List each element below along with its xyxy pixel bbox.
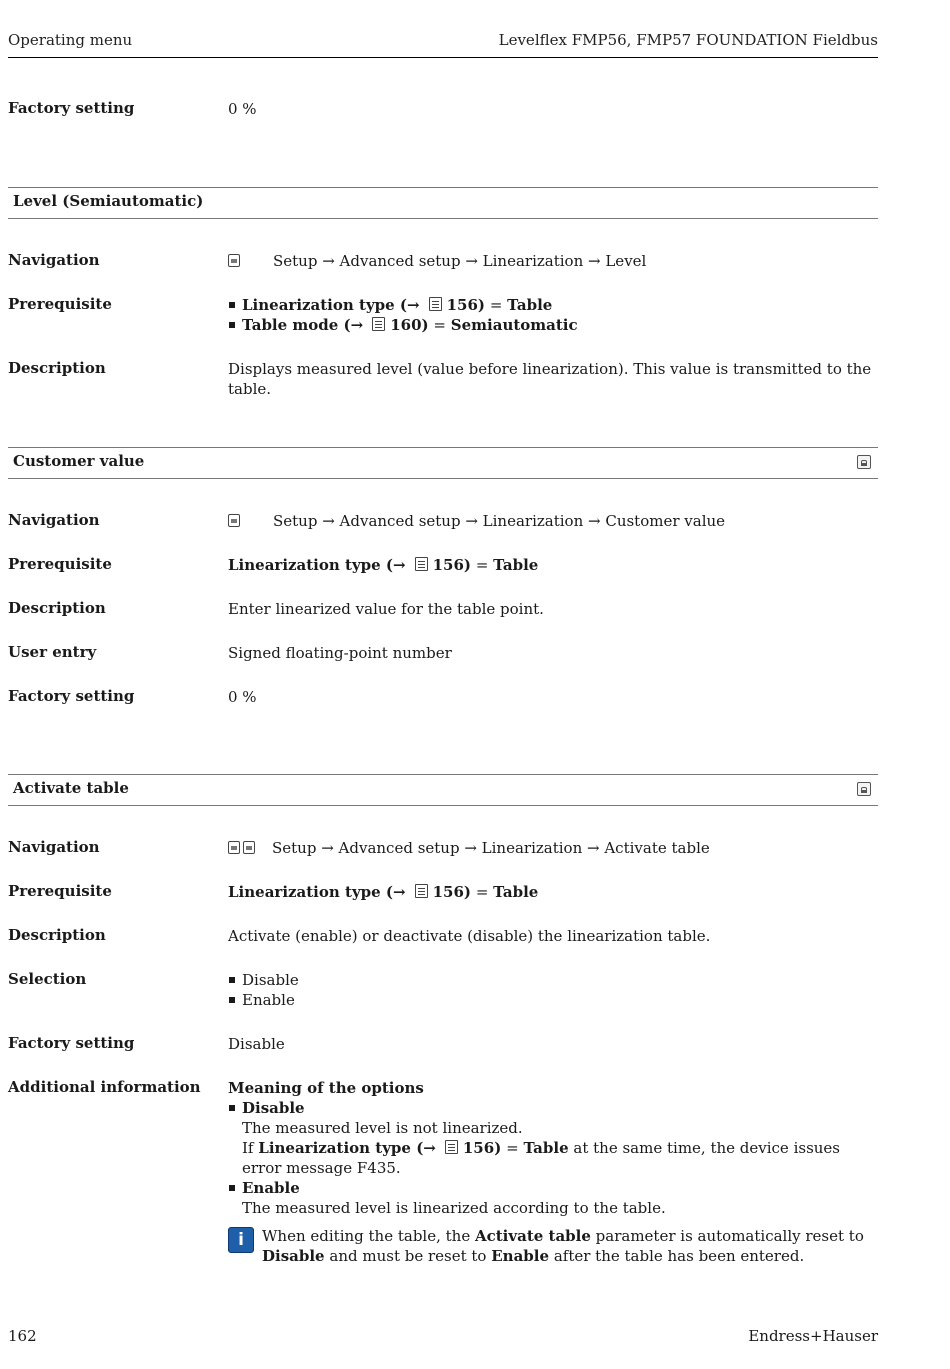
parameter-name: Linearization type <box>228 883 381 901</box>
running-header-right: Levelflex FMP56, FMP57 FOUNDATION Fieldbus <box>498 31 878 49</box>
list-item: Table mode (→ 160) = Semiautomatic <box>228 315 878 335</box>
navigation-path <box>228 251 878 271</box>
equals-sign: = <box>475 556 489 574</box>
prerequisite-text: Linearization type (→ 156) = Table <box>228 556 539 574</box>
factory-setting-label: Factory setting <box>8 99 135 117</box>
factory-setting-label: Factory setting <box>8 1034 135 1052</box>
display-module-icon <box>228 254 240 267</box>
option-description: The measured level is not linearized. <box>242 1119 523 1137</box>
parameter-value: Semiautomatic <box>450 316 578 334</box>
equals-sign: = <box>433 316 446 334</box>
page-number: 156 <box>432 556 464 574</box>
page-reference-icon <box>372 317 385 331</box>
page-number: 162 <box>8 1327 37 1345</box>
option-name: Enable <box>491 1247 550 1265</box>
info-icon: i <box>228 1227 254 1253</box>
factory-setting-label: Factory setting <box>8 687 135 705</box>
description-text: Displays measured level (value before linearization). This value is transmitted to the table. <box>228 360 872 398</box>
option-name: Enable <box>242 1179 300 1197</box>
list-item <box>228 1178 878 1198</box>
arrow: → <box>407 296 420 314</box>
prerequisite-list <box>228 295 878 335</box>
page-reference-icon <box>415 884 428 898</box>
description-text: Enter linearized value for the table point. <box>228 600 544 618</box>
section-header-level <box>8 187 878 219</box>
text: at the same time, the device issues error message F435. <box>242 1139 841 1177</box>
write-protection-lock-icon <box>857 782 871 796</box>
list-item: Disable <box>228 970 878 990</box>
menu-path: Setup → Advanced setup → Linearization → Customer value <box>273 512 726 530</box>
additional-information-label: Additional information <box>8 1078 201 1096</box>
list-item: Enable <box>228 990 878 1010</box>
text: after the table has been entered. <box>553 1247 805 1265</box>
parameter-value: Table <box>493 883 539 901</box>
menu-path: Setup → Advanced setup → Linearization → Activate table <box>272 839 710 857</box>
equals-sign: = <box>489 296 503 314</box>
navigation-path <box>228 838 878 858</box>
page-number: 160 <box>390 316 422 334</box>
factory-setting-value: 0 % <box>228 100 257 118</box>
parameter-value: Table <box>523 1139 569 1157</box>
prerequisite-label: Prerequisite <box>8 882 112 900</box>
arrow: → <box>393 883 406 901</box>
user-entry-label: User entry <box>8 643 97 661</box>
prerequisite-text: Linearization type (→ 156) = Table <box>228 883 539 901</box>
footer-brand: Endress+Hauser <box>748 1327 878 1345</box>
description-text: Activate (enable) or deactivate (disable) the linearization table. <box>228 927 711 945</box>
user-entry-value: Signed floating-point number <box>228 644 452 662</box>
description-label: Description <box>8 926 106 944</box>
additional-information <box>228 1078 878 1266</box>
page-number: 156 <box>432 883 464 901</box>
menu-path: Setup → Advanced setup → Linearization → Level <box>273 252 647 270</box>
option-description: The measured level is linearized according to the table. <box>242 1199 666 1217</box>
arrow: → <box>393 556 406 574</box>
navigation-label: Navigation <box>8 838 100 856</box>
section-title: Customer value <box>13 452 145 470</box>
arrow: → <box>423 1139 436 1157</box>
equals-sign: = <box>475 883 489 901</box>
display-module-icon <box>243 841 255 854</box>
options-heading: Meaning of the options <box>228 1079 424 1097</box>
selection-label: Selection <box>8 970 87 988</box>
factory-setting-value: Disable <box>228 1035 285 1053</box>
page-reference-icon <box>429 297 442 311</box>
info-note <box>228 1226 878 1266</box>
section-header-customer-value <box>8 447 878 479</box>
parameter-name: Linearization type <box>258 1139 411 1157</box>
list-item: Linearization type (→ 156) = Table <box>228 295 878 315</box>
parameter-value: Table <box>507 296 553 314</box>
parameter-value: Table <box>493 556 539 574</box>
parameter-name: Linearization type <box>242 296 395 314</box>
navigation-label: Navigation <box>8 251 100 269</box>
display-module-icon <box>228 514 240 527</box>
option-name: Disable <box>262 1247 325 1265</box>
section-header-activate-table <box>8 774 878 806</box>
prerequisite-label: Prerequisite <box>8 555 112 573</box>
text: When editing the table, the <box>262 1227 471 1245</box>
text: and must be reset to <box>329 1247 487 1265</box>
text: If <box>242 1139 254 1157</box>
section-title: Activate table <box>13 779 129 797</box>
parameter-name: Linearization type <box>228 556 381 574</box>
write-protection-lock-icon <box>857 455 871 469</box>
header-rule <box>8 57 878 58</box>
page-reference-icon <box>415 557 428 571</box>
list-item <box>228 1098 878 1118</box>
navigation-label: Navigation <box>8 511 100 529</box>
prerequisite-label: Prerequisite <box>8 295 112 313</box>
running-header-left: Operating menu <box>8 31 133 49</box>
section-title: Level (Semiautomatic) <box>13 192 204 210</box>
factory-setting-value: 0 % <box>228 688 257 706</box>
page-number: 156 <box>462 1139 495 1157</box>
parameter-name: Table mode <box>242 316 339 334</box>
expert-menu-icon <box>228 841 240 854</box>
description-label: Description <box>8 359 106 377</box>
selection-list <box>228 970 878 1010</box>
description-label: Description <box>8 599 106 617</box>
navigation-path <box>228 511 878 531</box>
arrow: → <box>350 316 364 334</box>
text: parameter is automatically reset to <box>595 1227 864 1245</box>
option-description: If Linearization type (→ 156) = Table at the same time, the device issues error message F435. <box>242 1139 841 1177</box>
page-number: 156 <box>446 296 478 314</box>
parameter-name: Activate table <box>474 1227 591 1245</box>
page-reference-icon <box>445 1140 458 1154</box>
equals-sign: = <box>506 1139 519 1157</box>
option-name: Disable <box>242 1099 305 1117</box>
